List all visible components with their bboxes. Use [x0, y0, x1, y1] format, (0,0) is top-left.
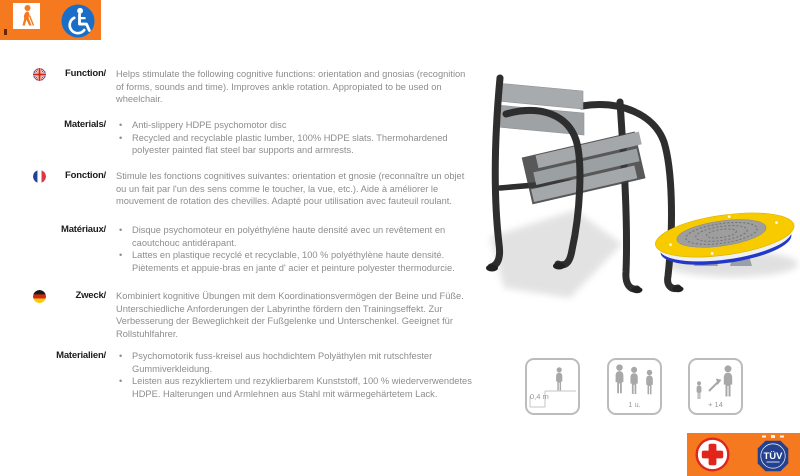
germany-flag-icon — [33, 290, 46, 303]
bullet-point: • — [119, 351, 123, 361]
pictogram-users — [607, 358, 662, 415]
uk-flag-icon — [33, 68, 46, 81]
small-corner-mark — [4, 29, 7, 35]
flag-cell — [0, 170, 46, 208]
section-text: Stimule les fonctions cognitives suivantes: orientation et gnosie (reconnaître un objet ou un fait par l'un des sens comme le toucher, la vue, etc.). Aide à améliorer le mouvement de rotation des chevilles. Adapté pour utilisation avec fauteuil roulant. — [116, 171, 465, 207]
list-item: • Lattes en plastique recyclé et recyclable, 100 % polyéthylène haute densité. Piètements et appuie-bras en jante d' acier et peinture polyester thermodurcie. — [116, 249, 472, 274]
flag-cell — [0, 68, 46, 106]
section-label: Function/ — [65, 68, 106, 79]
pictogram-age — [688, 358, 743, 415]
list-item: • Anti-slippery HDPE psychomotor disc — [116, 119, 472, 132]
certification-band — [687, 433, 800, 476]
section-label: Fonction/ — [65, 170, 106, 181]
section-label: Materials/ — [64, 119, 106, 130]
section-bullets — [116, 224, 472, 275]
section-text: Kombiniert kognitive Übungen mit dem Koordinationsvermögen der Beine und Füße. Unterschiedliche Anforderungen der Labyrinthe fördern den Trainingseffekt. Zur Verbesserung der Beweglichkeit der Fußgelenke und Unterschenkel. Geeignet für Rollstuhlfahrer. — [116, 291, 464, 340]
section-materialien-de — [0, 350, 472, 401]
bench-seat-slats — [522, 131, 650, 205]
section-bullets — [116, 119, 472, 157]
section-zweck-de — [0, 290, 472, 341]
bullet-point: • — [119, 120, 123, 130]
section-fonction-fr — [0, 170, 472, 208]
bullet-point: • — [119, 376, 123, 387]
list-item: • Leisten aus rezykliertem und rezyklierbarem Kunststoff, 100 % wiederverwendetes HDPE. Halterungen und Armlehnen aus Stahl mit wärmegehärtetem Lack. — [116, 375, 472, 400]
bullet-point: • — [119, 250, 123, 261]
wheelchair-accessibility-icon — [61, 4, 95, 38]
section-function-en — [0, 68, 472, 106]
fall-height-value: 0,4 m — [530, 392, 549, 401]
age-value: + 14 — [708, 400, 723, 409]
section-materials-en — [0, 119, 472, 157]
section-bullets — [116, 350, 472, 401]
section-label: Materialien/ — [56, 350, 106, 361]
list-item: • Psychomotorik fuss-kreisel aus hochdichtem Polyäthylen mit rutschfester Gummiverkleidung. — [116, 350, 472, 375]
bench-foot — [486, 265, 498, 272]
section-label: Matériaux/ — [61, 224, 106, 235]
product-render-bench-and-disc — [470, 52, 800, 332]
section-label: Zweck/ — [75, 290, 106, 301]
bench-foot — [553, 263, 565, 270]
flag-cell — [0, 290, 46, 341]
users-value: 1 u. — [628, 400, 641, 409]
bullet-point: • — [119, 225, 123, 235]
medical-cross-badge — [695, 437, 730, 472]
tuv-label: TÜV — [763, 450, 783, 462]
bench-foot — [673, 286, 684, 292]
bullet-point: • — [119, 132, 123, 143]
france-flag-icon — [33, 170, 46, 183]
list-item: • Disque psychomoteur en polyéthylène haute densité avec un revêtement en caoutchouc antidérapant. — [116, 224, 472, 249]
tuv-badge — [754, 435, 792, 475]
section-text: Helps stimulate the following cognitive functions: orientation and gnosias (recognition of forms, sounds and time). Improves ankle rotation. Appropiated to be used on wheelchair. — [116, 69, 466, 105]
list-item: • Recycled and recyclable plastic lumber, 100% HDPE slats. Thermohardened polyester painted flat steel bar supports and armrests. — [116, 132, 472, 157]
bench-shadow — [490, 210, 622, 298]
pictogram-fall-height — [525, 358, 580, 415]
header-icon-band — [0, 0, 101, 40]
bench-foot — [632, 287, 643, 293]
section-materiaux-fr — [0, 224, 472, 275]
seniors-icon — [13, 3, 40, 29]
